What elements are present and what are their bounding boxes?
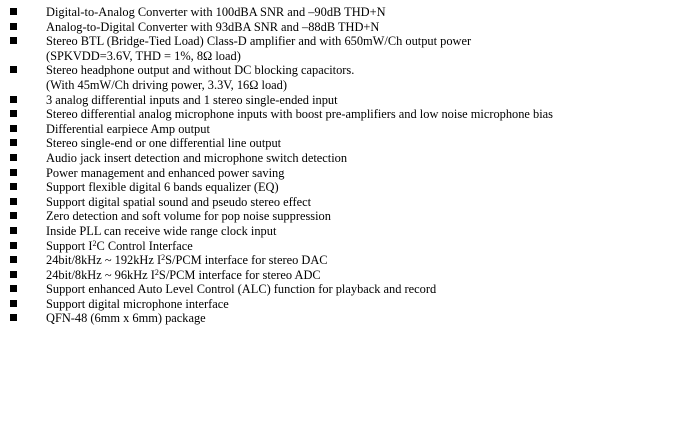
feature-text-part: S/PCM interface for stereo DAC [165, 253, 328, 268]
feature-text: Zero detection and soft volume for pop noise suppression [46, 209, 331, 224]
square-bullet-icon [10, 242, 17, 249]
square-bullet-icon [10, 23, 17, 30]
feature-text-continuation: (With 45mW/Ch driving power, 3.3V, 16Ω load) [46, 77, 287, 92]
feature-list [0, 5, 699, 326]
feature-item-earpiece-amp [0, 122, 699, 137]
superscript: 2 [161, 253, 166, 263]
feature-item-alc [0, 282, 699, 297]
feature-text [46, 268, 699, 283]
feature-text-continuation: (SPKVDD=3.6V, THD = 1%, 8Ω load) [46, 48, 241, 63]
feature-text: Stereo differential analog microphone inputs with boost pre-amplifiers and low noise microphone bias [46, 107, 553, 122]
feature-item-i2c-interface [0, 239, 699, 254]
square-bullet-icon [10, 198, 17, 205]
feature-text: Stereo BTL (Bridge-Tied Load) Class-D amplifier and with 650mW/Ch output power [46, 34, 472, 49]
square-bullet-icon [10, 300, 17, 307]
feature-text: Audio jack insert detection and microphone switch detection [46, 150, 348, 165]
feature-text-part: 24bit/8kHz ~ 96kHz I [46, 267, 155, 282]
feature-text: Power management and enhanced power saving [46, 165, 285, 180]
square-bullet-icon [10, 314, 17, 321]
feature-item-headphone-output [0, 63, 699, 92]
feature-text: Inside PLL can receive wide range clock input [46, 223, 277, 238]
feature-text: 3 analog differential inputs and 1 stereo single-ended input [46, 92, 338, 107]
feature-item-spatial-sound [0, 195, 699, 210]
feature-text-part: S/PCM interface for stereo ADC [158, 267, 321, 282]
square-bullet-icon [10, 125, 17, 132]
feature-item-microphone-inputs [0, 107, 676, 122]
square-bullet-icon [10, 8, 17, 15]
feature-text [46, 239, 699, 254]
feature-item-equalizer [0, 180, 699, 195]
square-bullet-icon [10, 37, 17, 44]
feature-item-jack-detection [0, 151, 699, 166]
feature-text: Support enhanced Auto Level Control (ALC) function for playback and record [46, 282, 437, 297]
feature-item-class-d-amplifier [0, 34, 699, 63]
feature-item-zero-detection [0, 209, 699, 224]
feature-text-part: 24bit/8kHz ~ 192kHz I [46, 253, 162, 268]
feature-text: QFN-48 (6mm x 6mm) package [46, 311, 206, 326]
square-bullet-icon [10, 285, 17, 292]
feature-item-i2s-adc [0, 268, 699, 283]
feature-item-dac [0, 5, 699, 20]
superscript: 2 [154, 267, 159, 277]
square-bullet-icon [10, 66, 17, 73]
feature-item-pll [0, 224, 699, 239]
square-bullet-icon [10, 227, 17, 234]
square-bullet-icon [10, 212, 17, 219]
feature-text: Support digital microphone interface [46, 296, 229, 311]
feature-text: Support digital spatial sound and pseudo stereo effect [46, 194, 312, 209]
feature-text [46, 253, 699, 268]
feature-text-part: Support I [46, 238, 93, 253]
superscript: 2 [92, 238, 97, 248]
feature-text: Support flexible digital 6 bands equalizer (EQ) [46, 180, 279, 195]
square-bullet-icon [10, 169, 17, 176]
square-bullet-icon [10, 96, 17, 103]
feature-text: Analog-to-Digital Converter with 93dBA SNR and –88dB THD+N [46, 19, 380, 34]
feature-text-part: C Control Interface [96, 238, 193, 253]
feature-item-power-management [0, 166, 699, 181]
square-bullet-icon [10, 271, 17, 278]
square-bullet-icon [10, 139, 17, 146]
feature-item-adc [0, 20, 699, 35]
square-bullet-icon [10, 154, 17, 161]
square-bullet-icon [10, 183, 17, 190]
feature-item-analog-inputs [0, 93, 699, 108]
feature-item-i2s-dac [0, 253, 699, 268]
square-bullet-icon [10, 256, 17, 263]
feature-text: Stereo headphone output and without DC blocking capacitors. [46, 63, 355, 78]
feature-text: Differential earpiece Amp output [46, 121, 210, 136]
feature-text: Stereo single-end or one differential line output [46, 136, 282, 151]
feature-text: Digital-to-Analog Converter with 100dBA SNR and –90dB THD+N [46, 5, 386, 19]
square-bullet-icon [10, 110, 17, 117]
feature-item-line-output [0, 136, 699, 151]
feature-item-digital-microphone [0, 297, 699, 312]
feature-item-package [0, 311, 699, 326]
